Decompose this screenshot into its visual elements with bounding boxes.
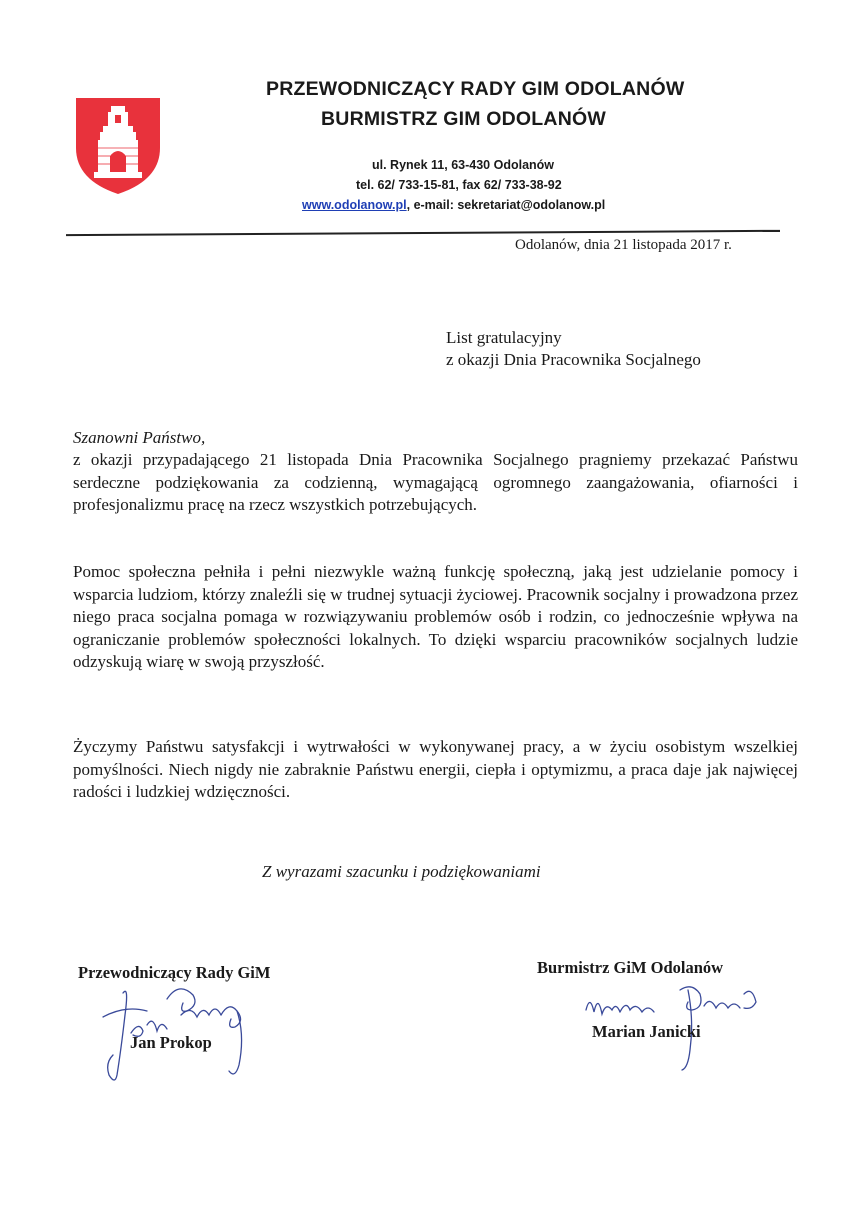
letterhead-address: ul. Rynek 11, 63-430 Odolanów — [372, 158, 555, 172]
subject-line-1: List gratulacyjny — [446, 328, 562, 347]
coat-of-arms-tower-icon — [74, 96, 162, 196]
letterhead-title-mayor: BURMISTRZ GIM ODOLANÓW — [321, 108, 606, 130]
letterhead-email: , e-mail: sekretariat@odolanow.pl — [406, 198, 606, 212]
left-signatory-name: Jan Prokop — [130, 1033, 212, 1052]
letterhead-contact-line — [302, 198, 605, 212]
salutation: Szanowni Państwo, — [73, 428, 206, 447]
right-signatory-title: Burmistrz GiM Odolanów — [537, 958, 724, 977]
closing-line: Z wyrazami szacunku i podziękowaniami — [262, 862, 541, 881]
body-paragraph-3: Życzymy Państwu satysfakcji i wytrwałości w wykonywanej pracy, a w życiu osobistym wszelkiej pomyślności. Niech nigdy nie zabraknie Państwu energii, ciepła i optymizmu, a praca daje jak najwięcej radości i ludzkiej wdzięczności. — [73, 737, 798, 801]
letterhead-divider — [66, 230, 780, 236]
subject-line-2: z okazji Dnia Pracownika Socjalnego — [446, 350, 701, 369]
letterhead-phone-fax: tel. 62/ 733-15-81, fax 62/ 733-38-92 — [356, 178, 562, 192]
letterhead-title-council-chair: PRZEWODNICZĄCY RADY GIM ODOLANÓW — [266, 78, 685, 100]
right-signatory-name: Marian Janicki — [592, 1022, 701, 1041]
date-line: Odolanów, dnia 21 listopada 2017 r. — [515, 237, 732, 253]
body-paragraph-2: Pomoc społeczna pełniła i pełni niezwykle ważną funkcję społeczną, jaką jest udzielanie pomocy i wsparcia ludziom, którzy znaleźli się w trudnej sytuacji życiowej. Pracownik socjalny i prowadzona przez niego praca socjalna pomaga w rozwiązywaniu problemów osób i rodzin, co jednocześnie wpływa na ograniczanie problemów społeczności lokalnych. To dzięki wsparciu pracowników socjalnych ludzie odzyskują wiarę w swoją przyszłość. — [73, 562, 798, 671]
body-paragraph-1: z okazji przypadającego 21 listopada Dnia Pracownika Socjalnego pragniemy przekazać Państwu serdeczne podziękowania za codzienną, wymagającą ogromnego zaangażowania, ofiarności i profesjonalizmu pracę na rzecz wszystkich potrzebujących. — [73, 450, 798, 514]
left-signatory-title: Przewodniczący Rady GiM — [78, 963, 271, 982]
website-link[interactable]: www.odolanow.pl — [302, 198, 407, 212]
